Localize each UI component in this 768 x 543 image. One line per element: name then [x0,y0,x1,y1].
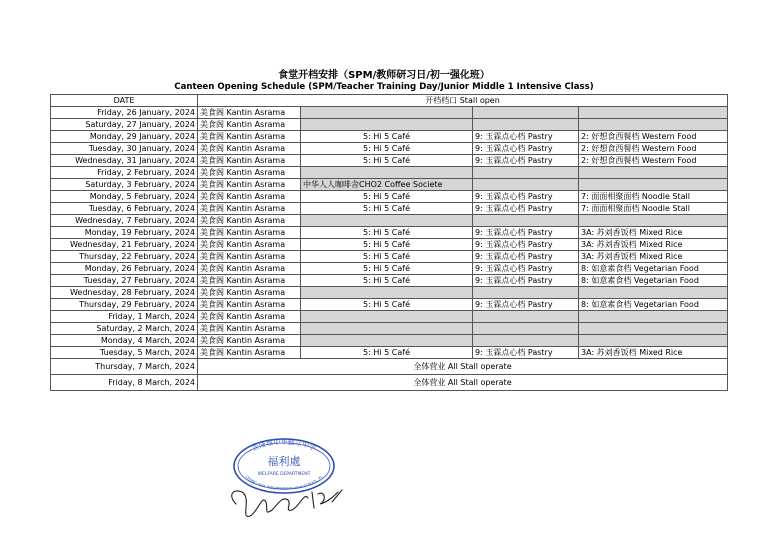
date-cell: Friday, 8 March, 2024 [51,375,198,391]
stall-cell-3 [579,323,728,335]
date-cell: Saturday, 27 January, 2024 [51,119,198,131]
stall-cell-1: 5: Hi 5 Café [301,263,473,275]
table-row [51,335,728,347]
stall-cell-1 [301,119,473,131]
stall-cell-1: 5: Hi 5 Café [301,203,473,215]
date-cell: Friday, 2 February, 2024 [51,167,198,179]
stall-cell-1 [301,167,473,179]
stall-cell-3: 8: 如意素食档 Vegetarian Food [579,275,728,287]
venue-cell: 美食阁 Kantin Asrama [198,263,301,275]
date-cell: Tuesday, 5 March, 2024 [51,347,198,359]
schedule-table [50,94,728,391]
stall-cell-1: 5: Hi 5 Café [301,347,473,359]
table-row [51,299,728,311]
date-cell: Tuesday, 30 January, 2024 [51,143,198,155]
stall-cell-2: 9: 玉霖点心档 Pastry [473,275,579,287]
table-row [51,239,728,251]
stall-cell-1 [301,335,473,347]
stall-cell-3: 8: 如意素食档 Vegetarian Food [579,299,728,311]
stall-cell-3: 3A: 苏刘香饭档 Mixed Rice [579,251,728,263]
header-row [51,95,728,107]
stall-cell-2 [473,167,579,179]
venue-cell: 美食阁 Kantin Asrama [198,287,301,299]
stall-cell-3 [579,167,728,179]
table-row [51,215,728,227]
header-date: DATE [51,95,198,107]
venue-cell: 美食阁 Kantin Asrama [198,131,301,143]
table-row [51,359,728,375]
stall-cell-3 [579,179,728,191]
stall-cell-2: 9: 玉霖点心档 Pastry [473,131,579,143]
stall-cell-3: 3A: 苏刘香饭档 Mixed Rice [579,227,728,239]
title-chinese: 食堂开档安排（SPM/教师研习日/初一强化班） [278,70,490,81]
table-row [51,179,728,191]
date-cell: Wednesday, 28 February, 2024 [51,287,198,299]
stall-cell-3: 3A: 苏刘香饭档 Mixed Rice [579,239,728,251]
signature [232,490,342,516]
stamp-center-text: 福利處 [267,455,301,468]
all-stall-cell: 全体营业 All Stall operate [198,359,728,375]
header-stall-open: 开档档口 Stall open [198,95,728,107]
table-row [51,347,728,359]
table-row [51,191,728,203]
venue-cell: 美食阁 Kantin Asrama [198,335,301,347]
date-cell: Thursday, 7 March, 2024 [51,359,198,375]
stall-cell-3 [579,335,728,347]
stall-cell-2 [473,179,579,191]
stall-cell-2: 9: 玉霖点心档 Pastry [473,263,579,275]
date-cell: Monday, 5 February, 2024 [51,191,198,203]
table-row [51,119,728,131]
venue-cell: 美食阁 Kantin Asrama [198,239,301,251]
stall-cell-1: 5: Hi 5 Café [301,275,473,287]
date-cell: Tuesday, 27 February, 2024 [51,275,198,287]
stamp-bottom-text: CHONG HWA INDEPENDENT HIGH SCHOOL, KL [244,474,324,492]
stall-cell-1: 5: Hi 5 Café [301,143,473,155]
stall-cell-2: 9: 玉霖点心档 Pastry [473,347,579,359]
table-row [51,131,728,143]
venue-cell: 美食阁 Kantin Asrama [198,299,301,311]
venue-cell: 美食阁 Kantin Asrama [198,251,301,263]
stall-cell-3: 7: 面面相聚面档 Noodle Stall [579,203,728,215]
stall-cell-2 [473,323,579,335]
table-row [51,227,728,239]
date-cell: Monday, 4 March, 2024 [51,335,198,347]
table-row [51,287,728,299]
stall-cell-2 [473,335,579,347]
stall-cell-2 [473,119,579,131]
venue-cell: 美食阁 Kantin Asrama [198,203,301,215]
table-row [51,375,728,391]
table-row [51,311,728,323]
stall-cell-1 [301,311,473,323]
venue-cell: 美食阁 Kantin Asrama [198,179,301,191]
stamp-subtitle: WELFARE DEPARTMENT [257,472,311,477]
stall-cell-2: 9: 玉霖点心档 Pastry [473,203,579,215]
venue-cell: 美食阁 Kantin Asrama [198,275,301,287]
date-cell: Monday, 19 February, 2024 [51,227,198,239]
date-cell: Friday, 26 January, 2024 [51,107,198,119]
table-row [51,203,728,215]
stall-cell-3 [579,215,728,227]
stall-cell-2 [473,311,579,323]
svg-text:吉隆坡中华独立中学 [250,437,317,453]
stall-cell-3: 2: 好想食西餐档 Western Food [579,143,728,155]
stall-cell-2: 9: 玉霖点心档 Pastry [473,251,579,263]
stamp-top-text: 吉隆坡中华独立中学 [250,438,318,453]
date-cell: Saturday, 2 March, 2024 [51,323,198,335]
venue-cell: 美食阁 Kantin Asrama [198,107,301,119]
stall-cell-2 [473,287,579,299]
venue-cell: 美食阁 Kantin Asrama [198,143,301,155]
stall-cell-1: 5: Hi 5 Café [301,239,473,251]
table-row [51,323,728,335]
table-row [51,275,728,287]
date-cell: Saturday, 3 February, 2024 [51,179,198,191]
venue-cell: 美食阁 Kantin Asrama [198,119,301,131]
stall-cell-1: 中华人人咖啡舍CHO2 Coffee Societe [301,179,473,191]
date-cell: Tuesday, 6 February, 2024 [51,203,198,215]
date-cell: Monday, 26 February, 2024 [51,263,198,275]
stall-cell-3 [579,287,728,299]
date-cell: Thursday, 22 February, 2024 [51,251,198,263]
stall-cell-2: 9: 玉霖点心档 Pastry [473,299,579,311]
stall-cell-1: 5: Hi 5 Café [301,191,473,203]
stall-cell-2: 9: 玉霖点心档 Pastry [473,239,579,251]
venue-cell: 美食阁 Kantin Asrama [198,323,301,335]
stall-cell-3: 8: 如意素食档 Vegetarian Food [579,263,728,275]
stall-cell-1 [301,215,473,227]
date-cell: Wednesday, 31 January, 2024 [51,155,198,167]
welfare-stamp [222,432,382,527]
stall-cell-2 [473,107,579,119]
date-cell: Thursday, 29 February, 2024 [51,299,198,311]
date-cell: Wednesday, 7 February, 2024 [51,215,198,227]
venue-cell: 美食阁 Kantin Asrama [198,347,301,359]
stall-cell-1 [301,323,473,335]
all-stall-cell: 全体营业 All Stall operate [198,375,728,391]
stall-cell-1: 5: Hi 5 Café [301,155,473,167]
stall-cell-3: 2: 好想食西餐档 Western Food [579,155,728,167]
table-row [51,143,728,155]
venue-cell: 美食阁 Kantin Asrama [198,155,301,167]
stall-cell-2 [473,215,579,227]
stall-cell-3 [579,119,728,131]
stall-cell-2: 9: 玉霖点心档 Pastry [473,155,579,167]
stall-cell-3: 2: 好想食西餐档 Western Food [579,131,728,143]
stall-cell-1: 5: Hi 5 Café [301,227,473,239]
stall-cell-3 [579,311,728,323]
venue-cell: 美食阁 Kantin Asrama [198,311,301,323]
stall-cell-2: 9: 玉霖点心档 Pastry [473,191,579,203]
table-row [51,155,728,167]
stall-cell-1: 5: Hi 5 Café [301,131,473,143]
date-cell: Monday, 29 January, 2024 [51,131,198,143]
stall-cell-1 [301,107,473,119]
stall-cell-2: 9: 玉霖点心档 Pastry [473,227,579,239]
venue-cell: 美食阁 Kantin Asrama [198,215,301,227]
stall-cell-3: 7: 面面相聚面档 Noodle Stall [579,191,728,203]
stall-cell-1 [301,287,473,299]
stall-cell-2: 9: 玉霖点心档 Pastry [473,143,579,155]
stall-cell-3: 3A: 苏刘香饭档 Mixed Rice [579,347,728,359]
table-row [51,107,728,119]
date-cell: Wednesday, 21 February, 2024 [51,239,198,251]
venue-cell: 美食阁 Kantin Asrama [198,227,301,239]
title-english: Canteen Opening Schedule (SPM/Teacher Training Day/Junior Middle 1 Intensive Class) [174,82,594,92]
stall-cell-1: 5: Hi 5 Café [301,299,473,311]
table-row [51,251,728,263]
stall-cell-1: 5: Hi 5 Café [301,251,473,263]
table-row [51,167,728,179]
table-row [51,263,728,275]
venue-cell: 美食阁 Kantin Asrama [198,167,301,179]
venue-cell: 美食阁 Kantin Asrama [198,191,301,203]
date-cell: Friday, 1 March, 2024 [51,311,198,323]
stall-cell-3 [579,107,728,119]
